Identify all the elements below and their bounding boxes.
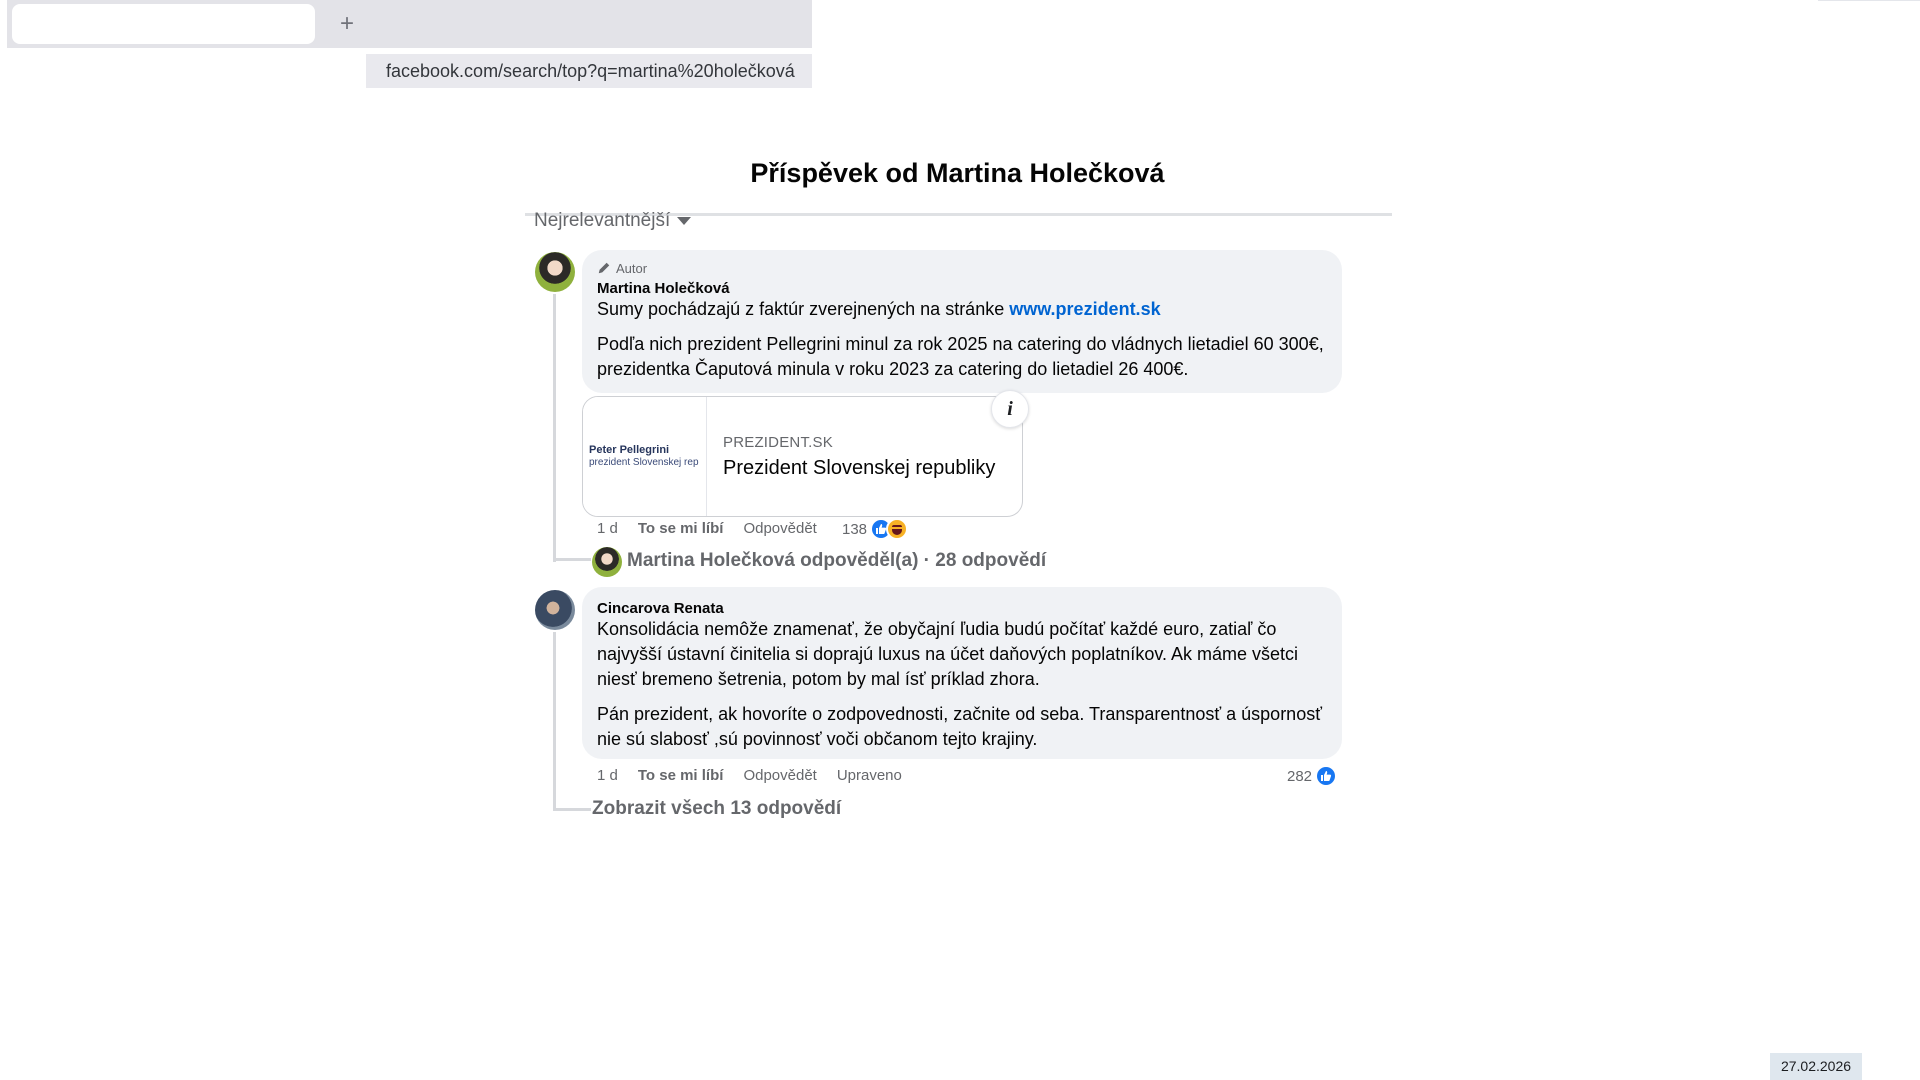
plus-icon: + (339, 10, 354, 37)
avatar[interactable] (592, 547, 622, 577)
comment-author[interactable]: Martina Holečková (597, 280, 730, 297)
sort-label: Nejrelevantnější (534, 210, 671, 231)
comment-bubble (582, 587, 1342, 759)
view-all-replies-link[interactable]: Zobrazit všech 13 odpovědí (592, 798, 842, 819)
new-tab-button[interactable] (330, 8, 364, 42)
sort-dropdown[interactable] (534, 210, 691, 232)
comment-actions (597, 520, 817, 537)
comment-bubble (582, 250, 1342, 393)
tab-strip (7, 0, 812, 48)
thread-line (553, 808, 591, 811)
reply-button[interactable]: Odpovědět (743, 520, 817, 537)
reaction-summary[interactable] (842, 518, 908, 540)
like-button[interactable]: To se mi líbí (637, 520, 724, 537)
thumbnail-name: Peter Pellegrini (589, 444, 670, 456)
link-title: Prezident Slovenskej republiky (723, 457, 996, 479)
address-bar[interactable]: facebook.com/search/top?q=martina%20holečková (366, 54, 812, 88)
comment-text: Konsolidácia nemôže znamenať, že obyčajní ľudia budú počítať každé euro, zatiaľ čo najvyšší ústavní činitelia si doprajú luxus na účet daňových poplatníkov. Ak máme všetci niesť bremeno šetrenia, potom by mal ísť príklad zhora. (597, 619, 1299, 689)
comment-text (597, 297, 1327, 322)
divider (1818, 0, 1920, 1)
thread-line (553, 294, 556, 562)
comment-author[interactable]: Cincarova Renata (597, 600, 724, 617)
author-badge-label: Autor (616, 260, 648, 276)
avatar[interactable] (535, 252, 575, 292)
link-thumbnail (583, 397, 707, 517)
edited-label[interactable]: Upraveno (836, 767, 902, 784)
thumbnail-subtitle: prezident Slovenskej rep (589, 457, 699, 468)
comment-text: Pán prezident, ak hovoríte o zodpovednosti, začnite od seba. Transparentnosť a úspornosť nie sú slabosť ,sú povinnosť voči občanom tejto krajiny. (597, 704, 1322, 749)
like-button[interactable]: To se mi líbí (637, 767, 724, 784)
like-icon (1315, 765, 1337, 787)
dialog-title: Příspěvek od Martina Holečková (750, 158, 1165, 188)
author-badge (597, 260, 1327, 276)
link-domain: PREZIDENT.SK (723, 434, 833, 451)
date-badge: 27.02.2026 (1770, 1053, 1862, 1080)
comment-actions (597, 767, 902, 784)
link-preview-card[interactable] (582, 396, 1023, 517)
thread-line (553, 632, 556, 810)
reply-button[interactable]: Odpovědět (743, 767, 817, 784)
comment-time[interactable]: 1 d (597, 520, 618, 537)
haha-icon (886, 518, 908, 540)
reaction-count: 282 (1287, 767, 1313, 785)
browser-tab[interactable] (12, 4, 315, 44)
reaction-summary[interactable] (1287, 765, 1337, 787)
view-replies-link[interactable]: Martina Holečková odpověděl(a) · 28 odpovědí (627, 550, 1047, 571)
thread-line (553, 558, 591, 561)
pencil-icon (597, 261, 611, 275)
comment-link[interactable]: www.prezident.sk (1009, 299, 1161, 319)
comment-text-part: Sumy pochádzajú z faktúr zverejnených na stránke (597, 299, 1010, 319)
reaction-count: 138 (842, 520, 868, 538)
comment-time[interactable]: 1 d (597, 767, 618, 784)
caret-down-icon (677, 217, 691, 225)
info-icon[interactable]: i (991, 390, 1029, 428)
avatar[interactable] (535, 590, 575, 630)
comment-text: Podľa nich prezident Pellegrini minul za rok 2025 na catering do vládnych lietadiel 60 300€, prezidentka Čaputová minula v roku 2023 za catering do lietadiel 26 400€. (597, 334, 1324, 379)
